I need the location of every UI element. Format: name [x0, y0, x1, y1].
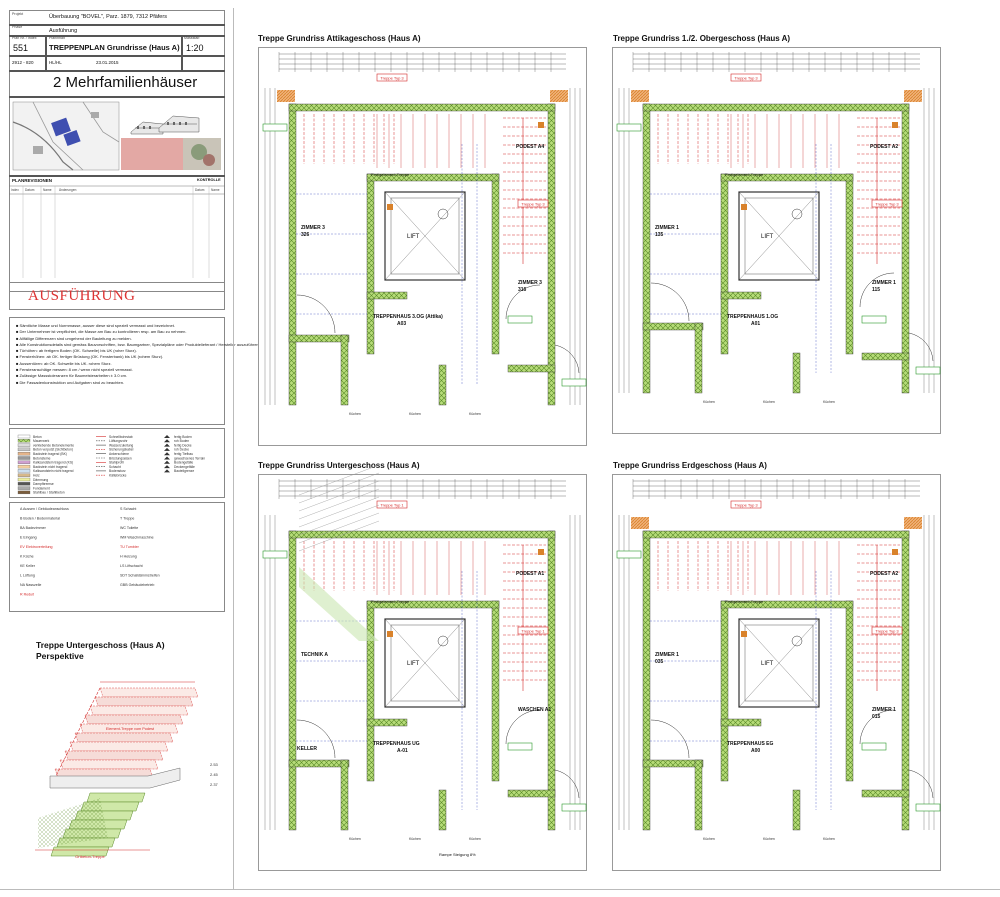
- stair-type-label: Treppe Typ 3: [875, 201, 899, 207]
- precast-label: Fertigelement-Treppe: [725, 599, 764, 604]
- wall: [289, 760, 349, 767]
- wall: [289, 531, 296, 830]
- wall: [439, 790, 446, 830]
- persp-dim: 2.53: [210, 762, 218, 767]
- divider: [9, 70, 225, 72]
- legend-label: Kalksandstein nicht tragend: [33, 469, 74, 474]
- massstab-label: Massstab: [184, 36, 200, 40]
- stairhouse-label: TREPPENHAUS 1.OG: [727, 314, 779, 320]
- wall: [643, 104, 650, 393]
- legend-swatch: [18, 487, 30, 490]
- wall: [367, 174, 374, 354]
- door-swing: [651, 283, 689, 321]
- column: [741, 204, 747, 210]
- plan-title-og: Treppe Grundriss 1./2. Obergeschoss (Haus A): [613, 34, 791, 43]
- floor-plan-ug: [258, 474, 587, 871]
- sheet-bottom-line: [0, 889, 1000, 890]
- room-sub-label: Küchen: [349, 412, 361, 416]
- legend-swatch: [18, 465, 30, 468]
- wall: [492, 174, 499, 354]
- note-item: ■ Die Fassadenkonstruktion und Aufgaben sind zu beachten.: [16, 379, 125, 385]
- site-images: [13, 102, 221, 170]
- wall: [793, 790, 800, 830]
- legend-label: Ankerschiene: [109, 452, 129, 456]
- stair-type-label: Treppe Typ 3: [875, 628, 899, 634]
- legend-symbol: [164, 435, 170, 438]
- revisions-title: PLANREVISIONEN: [12, 178, 53, 183]
- rev-col-name2: Name: [211, 188, 220, 192]
- stair-type-label: Treppe Typ 1: [380, 502, 404, 508]
- note-item: ■ Fensterhöhen: ab OK. fertiger Brüstung (OK. Fensterbank) bis UK (rohem Sturz).: [16, 354, 164, 360]
- level-marker: [862, 743, 886, 750]
- insulation: [631, 517, 649, 529]
- wall: [341, 760, 348, 830]
- room-number: 135: [655, 232, 664, 238]
- level-marker: [508, 743, 532, 750]
- wall: [289, 531, 555, 538]
- precast-label: Fertigelement-Treppe: [725, 172, 764, 177]
- note-item: ■ Fensteranschläge messen: 8 cm / wenn nicht speziell vermasst.: [16, 367, 133, 373]
- insulation: [904, 90, 922, 102]
- legend-label: Backstein tragend (BK): [33, 452, 67, 456]
- legend-swatch: [18, 435, 30, 438]
- wall: [548, 531, 555, 830]
- stairhouse-code: A03: [397, 321, 407, 327]
- room-number: 035: [655, 659, 664, 665]
- terrain-hatch: [299, 505, 379, 535]
- legend-symbol: [164, 444, 170, 447]
- legend-swatch: [18, 474, 30, 477]
- wall: [289, 104, 555, 111]
- door-swing: [651, 720, 689, 758]
- abbreviation-list: [16, 504, 221, 610]
- legend: [16, 432, 221, 496]
- legend-swatch: [18, 478, 30, 481]
- room-sub-label: Küchen: [349, 837, 361, 841]
- wall: [902, 531, 909, 830]
- abbrev-item: LS Liftschacht: [120, 564, 143, 568]
- door-swing: [909, 333, 933, 361]
- legend-label: gewachsenes Terrain: [174, 456, 206, 461]
- legend-label: Backstein nicht tragend: [33, 464, 68, 469]
- room-label: TECHNIK A: [301, 652, 329, 658]
- legend-swatch: [18, 482, 30, 485]
- abbrev-item: GBB Gebäudebetrieb: [120, 583, 155, 587]
- legend-symbol: [164, 461, 170, 464]
- room-label: ZIMMER 1: [655, 652, 679, 658]
- stair-type-label: Treppe Typ 3: [521, 201, 545, 207]
- room-number: 115: [872, 287, 881, 293]
- insulation: [277, 90, 295, 102]
- legend-symbol: [164, 469, 170, 472]
- stair-tread: [85, 715, 183, 724]
- wall: [367, 292, 407, 299]
- perspective-title: Treppe Untergeschoss (Haus A): [36, 640, 165, 650]
- abbrev-item: K Küche: [20, 554, 34, 559]
- legend-label: Dampfbremse: [33, 482, 54, 487]
- legend-label: Beton verputzt (Sichtbeton): [33, 447, 73, 452]
- plan-by-value: HL/HL: [49, 60, 62, 65]
- lift-label: LIFT: [407, 234, 420, 240]
- massstab-value: 1:20: [186, 43, 204, 53]
- abbrev-item: T Treppe: [120, 516, 135, 521]
- ramp-label: Rampe Steigung 8%: [439, 852, 476, 857]
- stair-tread: [100, 688, 198, 697]
- stair-tread: [90, 706, 188, 715]
- stair-tread: [95, 697, 193, 706]
- legend-label: Schnellbohrstab: [109, 434, 133, 439]
- abbrev-item: WM Waschmaschine: [120, 535, 154, 540]
- divider: [9, 96, 225, 98]
- wall: [548, 104, 555, 405]
- divider: [181, 35, 183, 71]
- wall: [721, 292, 761, 299]
- insulation: [631, 90, 649, 102]
- door-swing: [555, 345, 579, 373]
- stair-type-label: Treppe Typ 3: [734, 502, 758, 508]
- room-number: 015: [872, 714, 881, 720]
- wall: [367, 601, 374, 781]
- abbrev-item: TU Tumbler: [120, 545, 139, 549]
- legend-label: Mauerwerk: [33, 439, 50, 444]
- wall: [508, 365, 555, 372]
- persp-dim: 2.37: [210, 782, 218, 787]
- level-marker: [916, 804, 940, 811]
- level-marker: [916, 367, 940, 374]
- planno-label: Plan Nr. / Index: [12, 36, 37, 40]
- wall: [289, 104, 296, 405]
- legend-symbol: [164, 452, 170, 455]
- persp-dim: 2.45: [210, 772, 218, 777]
- persp-label: Ortbeton-Treppe: [75, 854, 105, 859]
- legend-label: verklebende Betonelemente: [33, 443, 75, 448]
- stairhouse-label: TREPPENHAUS UG: [373, 741, 420, 747]
- plan-title-eg: Treppe Grundriss Erdgeschoss (Haus A): [613, 461, 767, 470]
- wall: [643, 760, 703, 767]
- insulation: [904, 517, 922, 529]
- podest-label: PODEST A4: [516, 144, 545, 150]
- stairhouse-code: A-01: [397, 748, 408, 754]
- room-sub-label: Küchen: [763, 837, 775, 841]
- rev-col-name: Name: [43, 188, 52, 192]
- lift-label: LIFT: [407, 661, 420, 667]
- rev-col-datum: Datum: [25, 188, 35, 192]
- rev-col-index: Index: [11, 188, 19, 192]
- note-item: ■ Der Unternehmer ist verpflichtet, die Masse am Bau zu kontrollieren resp. am Bau zu nehmen.: [16, 329, 187, 335]
- legend-swatch: [18, 439, 30, 442]
- legend-label: Holz: [33, 473, 40, 478]
- level-marker: [617, 124, 641, 131]
- divider: [9, 24, 225, 26]
- wall: [643, 531, 650, 830]
- plan-title-attika: Treppe Grundriss Attikageschoss (Haus A): [258, 34, 421, 43]
- rev-col-datum2: Datum: [195, 188, 205, 192]
- note-item: ■ Alle Konstruktionsdetails sind gemäss Bauvorschriften, bzw. Baumgartner, Spezialpläne oder Produktelieferant / Hersteller auszuführen.: [16, 341, 260, 347]
- room-number: 316: [518, 287, 527, 293]
- abbrev-item: S Schacht: [120, 507, 137, 511]
- abbrev-item: E Eingang: [20, 535, 37, 540]
- wall: [695, 760, 702, 830]
- datum-value: 23.01.2015: [96, 60, 119, 65]
- wall: [902, 104, 909, 393]
- legend-label: Betonsteine: [33, 456, 51, 461]
- phase-label: Phase: [12, 25, 23, 29]
- note-item: ■ Zulässige Massstoleranzen für Baumeisterarbeiten ± 3.0 cm.: [16, 373, 128, 379]
- column: [538, 122, 544, 128]
- divider: [45, 35, 47, 71]
- wall: [846, 174, 853, 354]
- legend-label: Sicherungskabel: [109, 447, 134, 452]
- column: [387, 631, 393, 637]
- wall: [508, 790, 555, 797]
- stairhouse-label: TREPPENHAUS EG: [727, 741, 774, 747]
- wall: [862, 790, 909, 797]
- legend-label: Kalksandstein tragend (KS): [33, 460, 74, 465]
- projektnr-value: 2912 - 820: [12, 60, 34, 65]
- abbrev-item: A Aussen / Gebäudeanschluss: [20, 507, 69, 511]
- abbrev-item: BA Badezimmer: [20, 526, 46, 530]
- legend-label: Schacht: [109, 464, 121, 469]
- note-item: ■ Allfällige Differenzen sind umgehend der Bauleitung zu melden.: [16, 335, 132, 341]
- insulation: [550, 90, 568, 102]
- legend-label: roh Decke: [174, 447, 190, 452]
- wall: [793, 353, 800, 393]
- column: [387, 204, 393, 210]
- level-marker: [562, 804, 586, 811]
- lift-label: LIFT: [761, 234, 774, 240]
- door-swing: [555, 770, 579, 798]
- room-sub-label: Küchen: [763, 400, 775, 404]
- abbrev-item: H Heizung: [120, 554, 137, 559]
- level-marker: [562, 379, 586, 386]
- legend-label: roh Boden: [174, 439, 190, 444]
- legend-label: Stahlprofil: [109, 460, 124, 465]
- general-notes: [16, 323, 260, 386]
- legend-label: fertig Tiefbau: [174, 452, 194, 456]
- rev-col-changes: Änderungen: [59, 188, 77, 192]
- planinhalt-value: TREPPENPLAN Grundrisse (Haus A): [49, 43, 180, 52]
- floor-plan-eg: [612, 474, 941, 871]
- kontrolle-title: KONTROLLE: [197, 178, 221, 182]
- divider: [9, 55, 225, 57]
- lift-label: LIFT: [761, 661, 774, 667]
- room-label: ZIMMER 1: [655, 225, 679, 231]
- legend-label: fertig Boden: [174, 434, 192, 439]
- wall: [643, 323, 703, 330]
- wall: [289, 335, 349, 342]
- stair-type-label: Treppe Typ 1: [521, 628, 545, 634]
- wall: [846, 601, 853, 781]
- stairhouse-code: A01: [751, 321, 761, 327]
- legend-label: Bauteilgrenze: [174, 469, 195, 474]
- room-sub-label: Küchen: [823, 400, 835, 404]
- abbrev-item: R Reduit: [20, 592, 34, 597]
- stair-perspective: [30, 668, 230, 868]
- legend-swatch: [18, 469, 30, 472]
- floor-plan-attika: [258, 47, 587, 446]
- column: [741, 631, 747, 637]
- stair-tread: [70, 742, 168, 751]
- room-sub-label: Küchen: [703, 837, 715, 841]
- abbrev-item: WC Toilette: [120, 526, 139, 530]
- wall: [862, 353, 909, 360]
- stair-type-label: Treppe Typ 3: [380, 75, 404, 81]
- legend-label: Stahlbau / Stahlbeton: [33, 490, 65, 495]
- legend-swatch: [18, 444, 30, 447]
- podest-label: PODEST A1: [516, 571, 545, 577]
- precast-label: Fertigelement-Treppe: [371, 599, 410, 604]
- abbrev-item: SDT Schalldämmstreifen: [120, 573, 160, 578]
- door-swing: [909, 770, 933, 798]
- room-sub-label: Küchen: [469, 412, 481, 416]
- wall: [439, 365, 446, 405]
- projekt-value: Überbauung "BOVEL", Parz. 1879, 7312 Pfäfers: [49, 14, 167, 20]
- legend-swatch: [18, 461, 30, 464]
- level-marker: [862, 316, 886, 323]
- note-item: ■ Türhöhen: ab fertigem Boden (OK. Schwelle) bis UK (roher Sturz).: [16, 348, 137, 354]
- note-item: ■ Sämtliche Masse und Normmasse, ausser diese sind speziell vermasst und bezeichnet.: [16, 323, 175, 328]
- level-marker: [617, 551, 641, 558]
- stairhouse-code: A00: [751, 748, 761, 754]
- planinhalt-label: Planinhalt: [49, 36, 65, 40]
- room-label: ZIMMER 1: [872, 707, 896, 713]
- phase-value: Ausführung: [49, 28, 78, 34]
- abbrev-item: L Lüftung: [20, 573, 35, 578]
- wall: [643, 531, 909, 538]
- door-swing: [297, 720, 335, 758]
- room-number: 326: [301, 232, 310, 238]
- perspective-subtitle: Perspektive: [36, 651, 84, 661]
- note-item: ■ Aussentüren: ab OK. Schwelle bis UK. rohem Sturz.: [16, 360, 112, 366]
- legend-swatch: [18, 457, 30, 460]
- wall: [341, 335, 348, 405]
- terrain-hatch: [299, 513, 379, 543]
- room-label: ZIMMER 3: [301, 225, 325, 231]
- podest-label: PODEST A2: [870, 571, 899, 577]
- stair-type-label: Treppe Typ 3: [734, 75, 758, 81]
- room-sub-label: Küchen: [823, 837, 835, 841]
- floor-plan-og: [612, 47, 941, 434]
- column: [538, 549, 544, 555]
- legend-label: Deckengefälle: [174, 464, 195, 469]
- stair-tread: [75, 733, 173, 742]
- abbrev-item: NA Nasszelle: [20, 583, 42, 587]
- column: [892, 549, 898, 555]
- legend-symbol: [164, 457, 170, 460]
- divider: [9, 175, 225, 177]
- sheet-divider: [233, 8, 234, 890]
- legend-swatch: [18, 491, 30, 494]
- room-sub-label: Küchen: [409, 837, 421, 841]
- level-marker: [263, 551, 287, 558]
- wall: [367, 719, 407, 726]
- abbrev-item: KE Keller: [20, 564, 35, 568]
- terrain-hatch: [299, 497, 379, 527]
- room-sub-label: Küchen: [469, 837, 481, 841]
- legend-label: Bodensturz: [109, 469, 126, 474]
- level-marker: [263, 124, 287, 131]
- stairhouse-label: TREPPENHAUS 3.OG (Attika): [373, 314, 443, 320]
- legend-symbol: [164, 439, 170, 442]
- wall: [695, 323, 702, 393]
- legend-label: Brüstungseisen: [109, 456, 132, 461]
- legend-label: Dämmung: [33, 477, 49, 482]
- door-swing: [506, 710, 540, 744]
- level-marker: [508, 316, 532, 323]
- wall: [721, 174, 728, 354]
- plan-number: 551: [13, 43, 29, 53]
- abbrev-item: EV Elektroverteilung: [20, 545, 53, 549]
- room-label: ZIMMER 3: [518, 280, 542, 286]
- legend-swatch: [18, 452, 30, 455]
- ausfuehrung-stamp: AUSFÜHRUNG: [28, 288, 136, 304]
- room-sub-label: Küchen: [703, 400, 715, 404]
- legend-label: Bodengefälle: [174, 460, 194, 465]
- stair-tread: [65, 751, 163, 760]
- legend-label: Fundament: [33, 486, 50, 491]
- wall: [721, 601, 728, 781]
- stair-tread: [60, 760, 158, 769]
- legend-label: Lüftungsrohr: [109, 439, 128, 444]
- legend-label: fertig Decke: [174, 443, 192, 448]
- room-sub-label: Küchen: [409, 412, 421, 416]
- wall: [492, 601, 499, 781]
- plan-title-ug: Treppe Grundriss Untergeschoss (Haus A): [258, 461, 420, 470]
- revisions-table: [9, 186, 225, 278]
- room-label: WASCHEN A1: [518, 707, 552, 713]
- abbrev-item: B Boden / Bodenmaterial: [20, 516, 60, 521]
- legend-label: Kältebrücke: [109, 473, 127, 478]
- projekt-label: Projekt: [12, 12, 24, 16]
- legend-symbol: [164, 465, 170, 468]
- legend-symbol: [164, 448, 170, 451]
- legend-label: Wasserzuleitung: [109, 443, 134, 448]
- wall: [643, 104, 909, 111]
- wall: [721, 719, 761, 726]
- building-title: 2 Mehrfamilienhäuser: [53, 74, 198, 91]
- room-label: ZIMMER 1: [872, 280, 896, 286]
- legend-swatch: [18, 448, 30, 451]
- precast-label: Fertigelement-Treppe: [371, 172, 410, 177]
- legend-label: Beton: [33, 434, 42, 439]
- podest-label: PODEST A2: [870, 144, 899, 150]
- room-label: KELLER: [297, 746, 317, 752]
- persp-label: Element-Treppe vom Podest: [105, 727, 155, 731]
- column: [892, 122, 898, 128]
